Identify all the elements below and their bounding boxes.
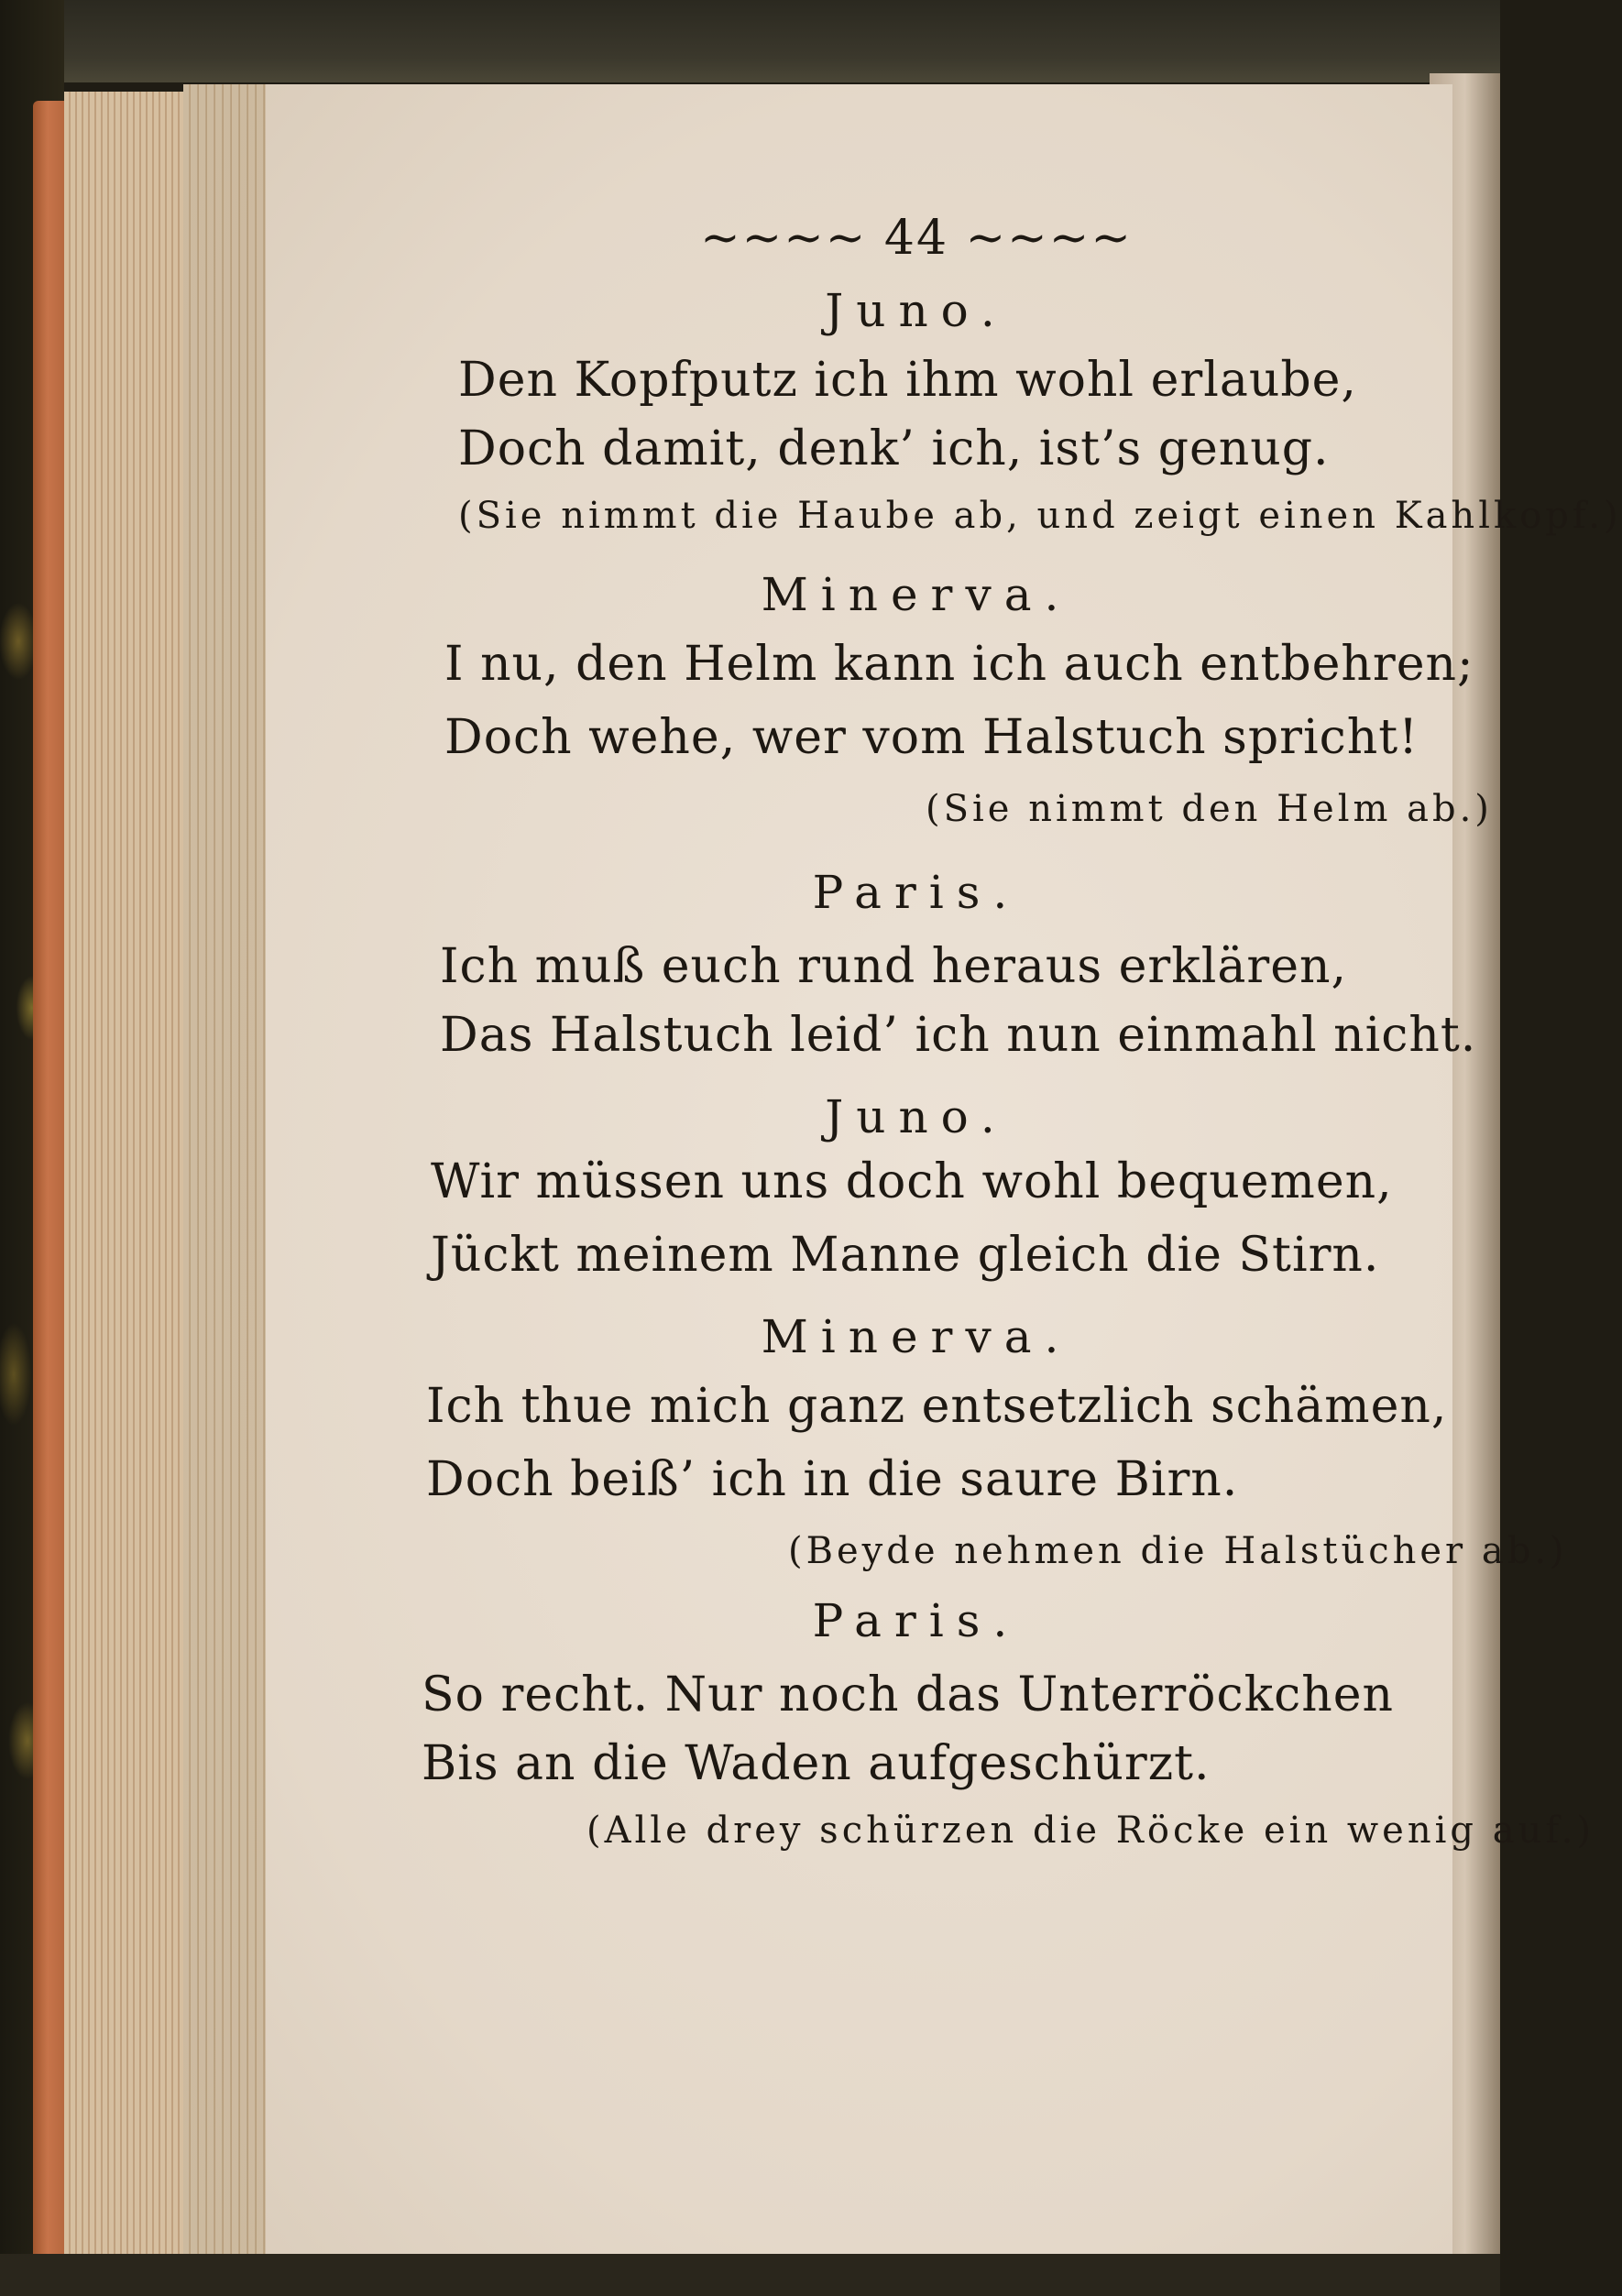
verse-line: Doch beiß’ ich in die saure Birn. [426, 1452, 1239, 1507]
speaker-name: Paris. [812, 1594, 1021, 1647]
verse-line: Doch wehe, wer vom Halstuch spricht! [444, 710, 1419, 765]
stage-direction: (Sie nimmt den Helm ab.) [926, 788, 1493, 830]
verse-line: Jückt meinem Manne gleich die Stirn. [431, 1228, 1380, 1283]
verse-line: So recht. Nur noch das Unterröckchen [422, 1667, 1394, 1722]
stage-direction: (Alle drey schürzen die Röcke ein wenig auf.) [586, 1809, 1595, 1852]
speaker-name: Paris. [812, 866, 1021, 919]
speaker-name: Minerva. [761, 568, 1072, 621]
verse-line: Bis an die Waden aufgeschürzt. [422, 1736, 1211, 1791]
verse-line: Ich thue mich ganz entsetzlich schämen, [426, 1379, 1448, 1434]
speaker-name: Minerva. [761, 1310, 1072, 1363]
binding-bottom [0, 2254, 1500, 2296]
verse-line: Doch damit, denk’ ich, ist’s genug. [458, 421, 1330, 476]
stage-direction: (Beyde nehmen die Halstücher ab.) [788, 1530, 1568, 1572]
verse-line: I nu, den Helm kann ich auch entbehren; [444, 637, 1474, 692]
stage-direction: (Sie nimmt die Haube ab, und zeigt einen Kahlkopf.) [458, 495, 1622, 537]
verse-line: Wir müssen uns doch wohl bequemen, [431, 1154, 1393, 1209]
speaker-name: Juno. [825, 1090, 1008, 1143]
binding-top [64, 0, 1500, 82]
verse-line: Ich muß euch rund heraus erklären, [440, 939, 1348, 994]
page-number: ~~~~ 44 ~~~~ [700, 211, 1133, 266]
speaker-name: Juno. [825, 284, 1008, 337]
verse-line: Das Halstuch leid’ ich nun einmahl nicht. [440, 1008, 1477, 1063]
verse-line: Den Kopfputz ich ihm wohl erlaube, [458, 353, 1357, 408]
page-gutter [183, 84, 266, 2279]
